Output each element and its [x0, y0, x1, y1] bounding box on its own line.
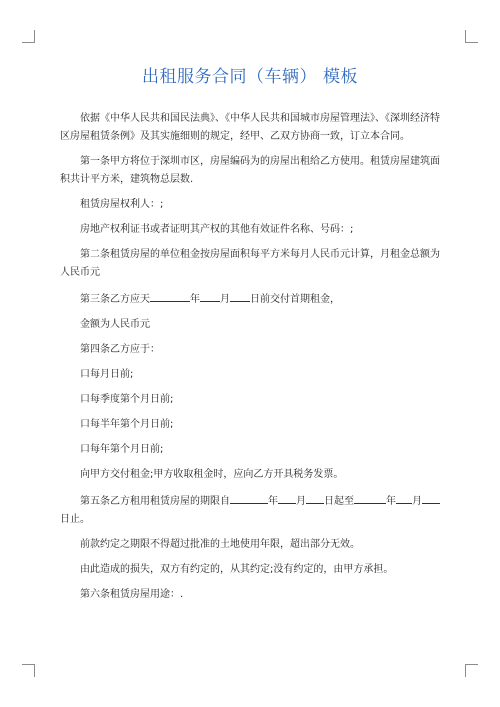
article-5-text-b: 年	[268, 496, 278, 507]
crop-mark-bottom-right	[465, 664, 478, 677]
document-body	[60, 110, 444, 611]
option-half-yearly: 口每半年第个月日前;	[80, 419, 174, 430]
blank-line	[306, 491, 324, 504]
blank-line	[230, 491, 268, 504]
article-3-text-b: 年	[190, 294, 200, 305]
article-3-text-a: 第三条乙方应天	[80, 294, 150, 305]
crop-mark-top-right	[465, 30, 478, 43]
paragraph-article-6: 第六条租赁房屋用途：.	[80, 589, 184, 600]
option-quarterly: 口每季度第个月日前;	[80, 394, 174, 405]
paragraph-owner: 租赁房屋权利人：;	[80, 199, 164, 210]
option-monthly: 口每月日前;	[80, 369, 134, 380]
article-3-text-d: 日前交付首期租金，	[250, 294, 340, 305]
paragraph-article-4: 第四条乙方应于：	[80, 344, 160, 355]
blank-line	[200, 289, 220, 302]
paragraph-loss: 由此造成的损失，双方有约定的，从其约定;没有约定的，由甲方承担。	[80, 564, 394, 575]
blank-line	[422, 491, 440, 504]
blank-line	[354, 491, 386, 504]
paragraph-article-2: 第二条租赁房屋的单位租金按房屋面积每平方米每月人民币元计算，月租金总额为人民币元	[60, 249, 440, 278]
paragraph-deposit: 金额为人民币元	[80, 319, 150, 330]
blank-line	[150, 289, 190, 302]
paragraph-term-limit: 前款约定之期限不得超过批准的土地使用年限，超出部分无效。	[80, 539, 360, 550]
paragraph-article-1: 第一条甲方将位于深圳市区，房屋编码为的房屋出租给乙方使用。租赁房屋建筑面积共计平方米，建筑物总层数.	[60, 156, 440, 185]
article-5-text-a: 第五条乙方租用租赁房屋的期限自	[80, 496, 230, 507]
paragraph-payment: 向甲方交付租金;甲方收取租金时，应向乙方开具税务发票。	[80, 469, 344, 480]
paragraph-certificate: 房地产权利证书或者证明其产权的其他有效证件名称、号码：;	[80, 224, 354, 235]
article-3-text-c: 月	[220, 294, 230, 305]
article-5-text-g: 日止。	[60, 514, 90, 525]
paragraph-intro: 依据《中华人民共和国民法典》、《中华人民共和国城市房屋管理法》、《深圳经济特区房屋租赁条例》及其实施细则的规定，经甲、乙双方协商一致，订立本合同。	[60, 113, 440, 142]
blank-line	[396, 491, 412, 504]
article-5-text-c: 月	[296, 496, 306, 507]
paragraph-article-5	[60, 491, 444, 529]
article-5-text-f: 月	[412, 496, 422, 507]
document-title: 出租服务合同（车辆） 模板	[142, 67, 358, 87]
option-yearly: 口每年第个月日前;	[80, 444, 164, 455]
blank-line	[230, 289, 250, 302]
crop-mark-top-left	[22, 30, 35, 43]
article-5-text-e: 年	[386, 496, 396, 507]
blank-line	[278, 491, 296, 504]
crop-mark-bottom-left	[22, 664, 35, 677]
paragraph-article-3	[60, 289, 444, 309]
article-5-text-d: 日起至	[324, 496, 354, 507]
